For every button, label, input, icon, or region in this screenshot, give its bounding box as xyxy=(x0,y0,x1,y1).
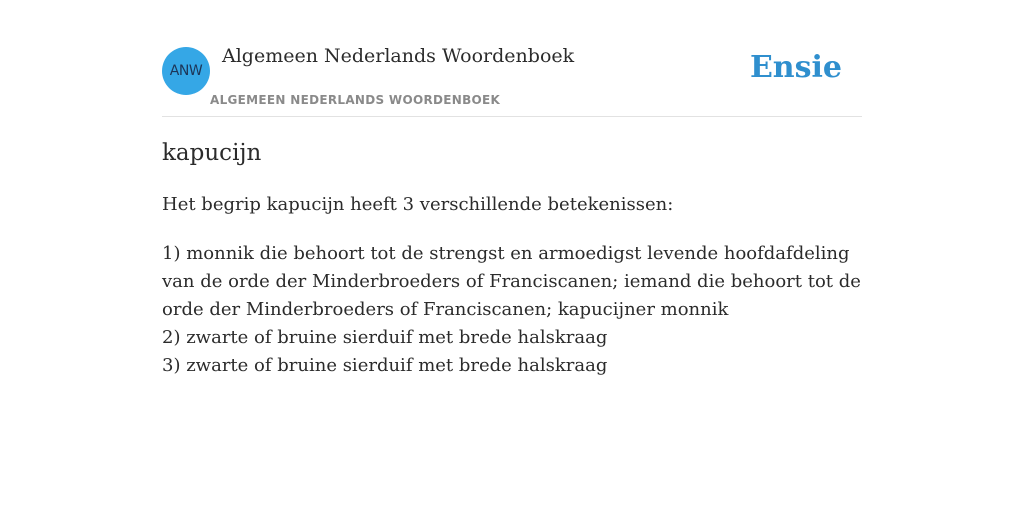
ensie-brand-logo[interactable]: Ensie xyxy=(749,50,842,85)
anw-logo[interactable] xyxy=(162,47,210,95)
header xyxy=(162,0,862,117)
logo-text: ANW xyxy=(169,63,203,79)
entry-intro: Het begrip kapucijn heeft 3 verschillende betekenissen: xyxy=(162,194,674,215)
meaning-item: 3) zwarte of bruine sierduif met brede halskraag xyxy=(162,355,608,376)
meanings-list xyxy=(162,240,862,380)
site-subtitle: ALGEMEEN NEDERLANDS WOORDENBOEK xyxy=(210,93,501,107)
meaning-item: 1) monnik die behoort tot de strengst en armoedigst levende hoofdafdeling van de orde der Minderbroeders of Franciscanen; iemand die behoort tot de orde der Minderbroeders of Franciscanen; kapucijner monnik xyxy=(162,243,861,320)
page-title: kapucijn xyxy=(162,140,262,166)
meaning-item: 2) zwarte of bruine sierduif met brede halskraag xyxy=(162,327,608,348)
site-title[interactable]: Algemeen Nederlands Woordenboek xyxy=(222,45,575,67)
